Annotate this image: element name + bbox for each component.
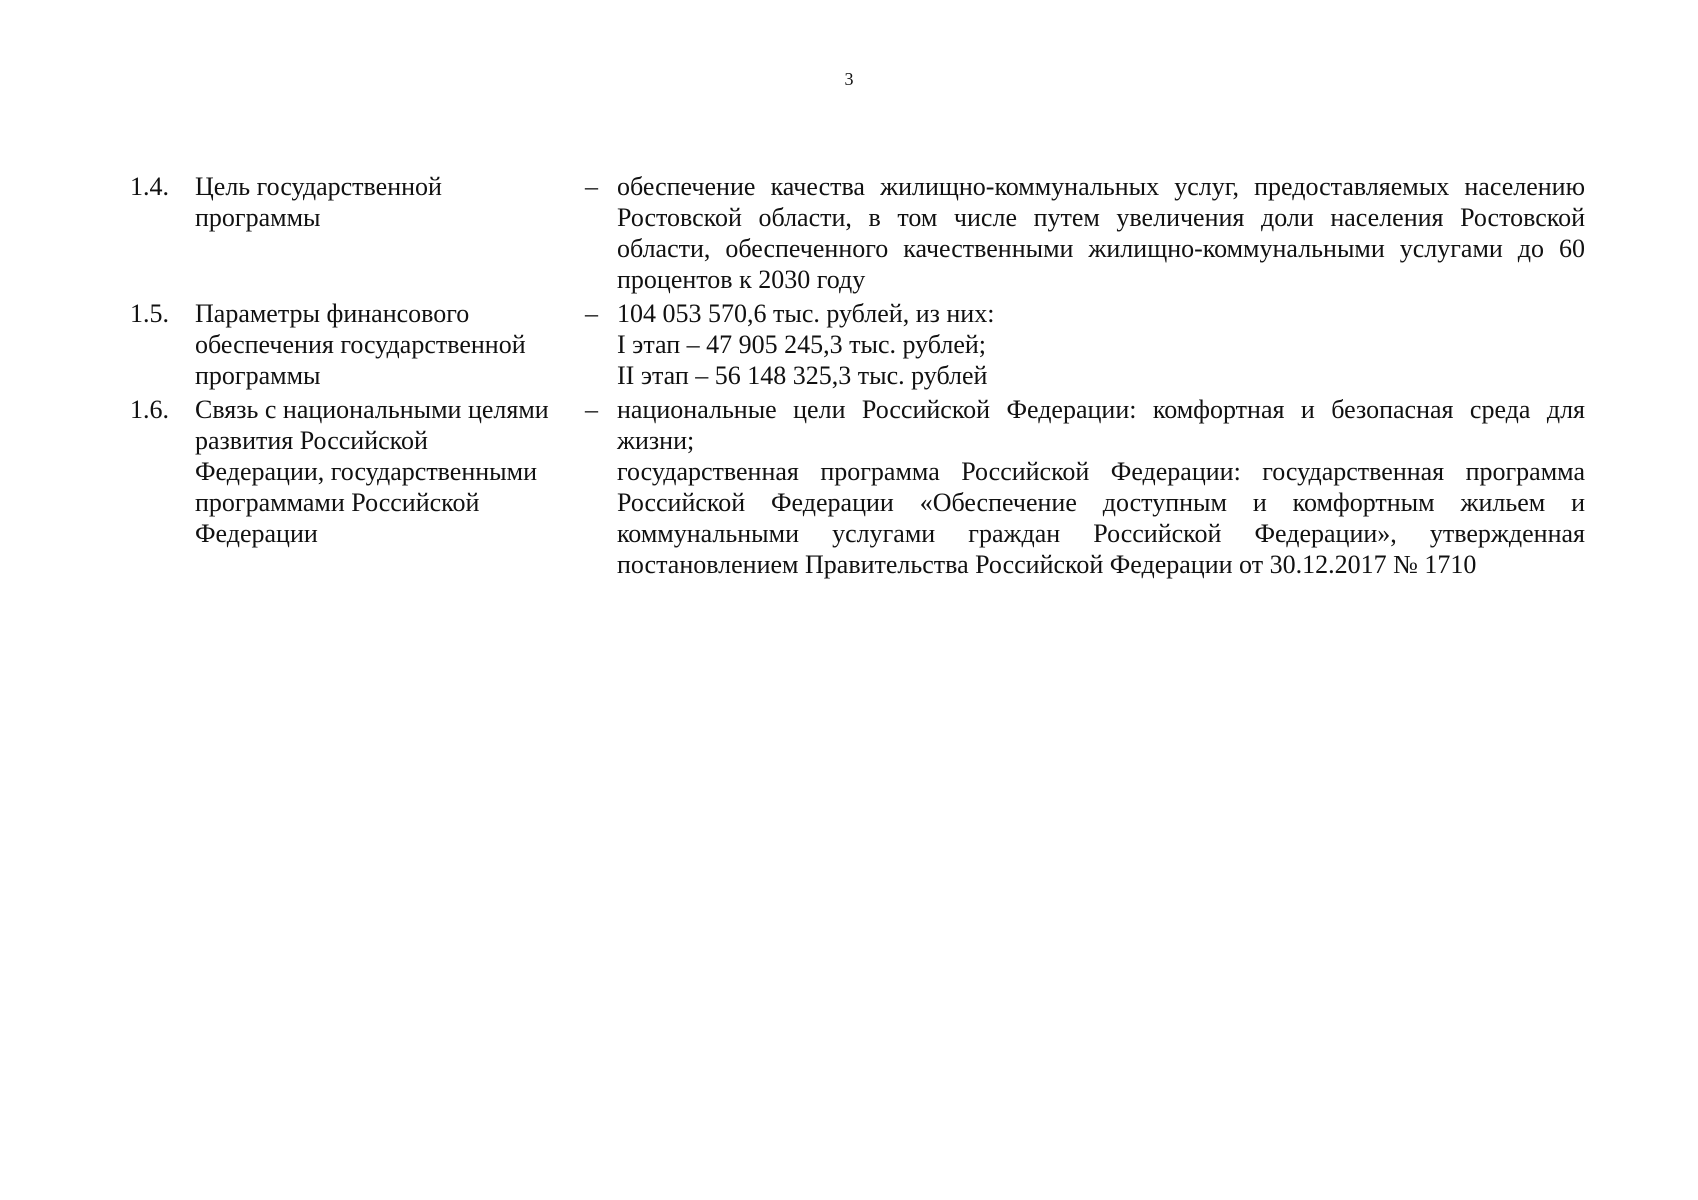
row-content-paragraph: национальные цели Российской Федерации: комфортная и безопасная среда для жизни; — [617, 395, 1585, 455]
row-dash: – — [585, 299, 598, 328]
row-number: 1.4. — [130, 172, 169, 201]
row-label-line: развития Российской — [195, 426, 428, 455]
row-content — [617, 298, 1585, 391]
row-label-line: Связь с национальными целями — [195, 395, 549, 424]
row-label — [195, 298, 585, 391]
row-financing — [130, 298, 1585, 391]
row-dash: – — [585, 172, 598, 201]
row-national-goals-link — [130, 394, 1585, 580]
page-number: 3 — [844, 69, 854, 89]
row-label-line: программы — [195, 203, 321, 232]
row-content-paragraph: государственная программа Российской Федерации: государственная программа Российской Федерации «Обеспечение доступным и комфортным жильем и коммунальными услугами граждан Российской Федерации», утвержденная постановлением Правительства Российской Федерации от 30.12.2017 № 1710 — [617, 457, 1585, 579]
row-number: 1.6. — [130, 395, 169, 424]
financing-total: 104 053 570,6 тыс. рублей, из них: — [617, 299, 995, 328]
financing-stage-1: I этап – 47 905 245,3 тыс. рублей; — [617, 330, 987, 359]
row-label-line: Федерации — [195, 519, 318, 548]
row-label — [195, 394, 585, 549]
row-label-line: Цель государственной — [195, 172, 442, 201]
row-content — [617, 394, 1585, 580]
row-label-line: обеспечения государственной — [195, 330, 526, 359]
financing-stage-2: II этап – 56 148 325,3 тыс. рублей — [617, 361, 988, 390]
row-label-line: программами Российской — [195, 488, 480, 517]
row-label-line: Параметры финансового — [195, 299, 470, 328]
program-passport-table — [130, 171, 1585, 583]
row-label — [195, 171, 585, 233]
row-program-goal — [130, 171, 1585, 295]
row-label-line: программы — [195, 361, 321, 390]
row-dash: – — [585, 395, 598, 424]
row-number: 1.5. — [130, 299, 169, 328]
row-content — [617, 171, 1585, 295]
row-content-paragraph: обеспечение качества жилищно-коммунальных услуг, предоставляемых населению Ростовской области, в том числе путем увеличения доли населения Ростовской области, обеспеченного качественными жилищно-коммунальными услугами до 60 процентов к 2030 году — [617, 172, 1585, 294]
row-label-line: Федерации, государственными — [195, 457, 538, 486]
